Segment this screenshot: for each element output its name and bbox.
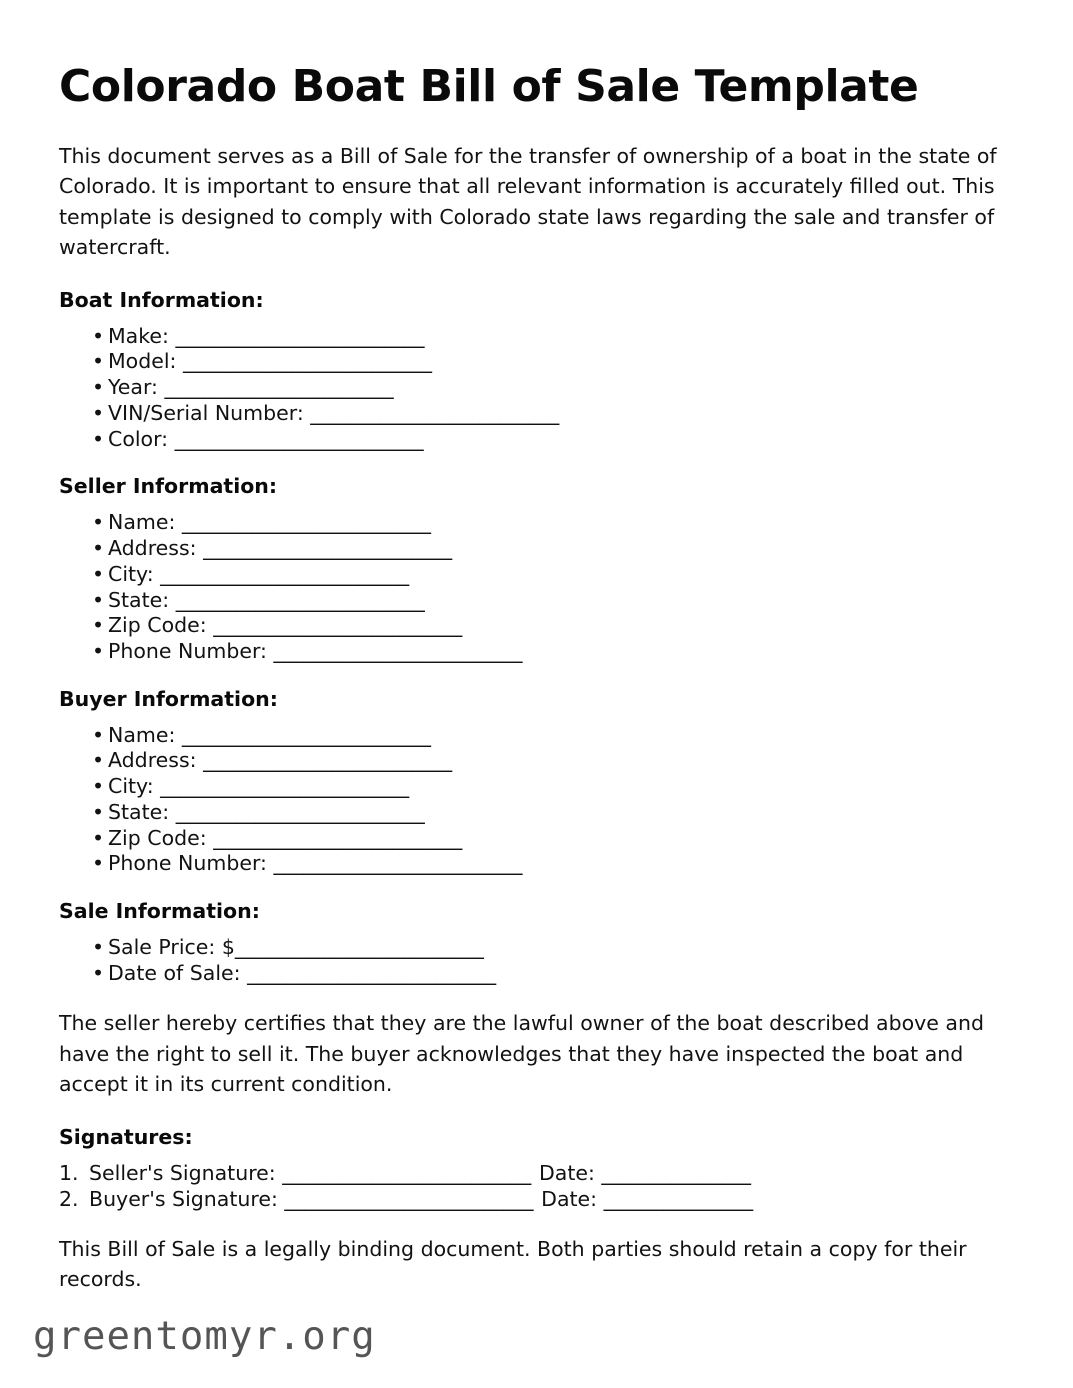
list-item bbox=[59, 375, 1013, 401]
table-row bbox=[59, 1187, 1013, 1213]
spacer bbox=[59, 923, 1013, 935]
page-title: Colorado Boat Bill of Sale Template bbox=[59, 61, 919, 112]
field-label: Sale Price: $ bbox=[108, 934, 235, 959]
date-blank[interactable]: _______________ bbox=[603, 1186, 753, 1211]
field-label: VIN/Serial Number: bbox=[108, 400, 311, 425]
spacer bbox=[59, 986, 1013, 1008]
site-watermark: greentomyr.org bbox=[33, 1314, 376, 1359]
list-item bbox=[59, 613, 1013, 639]
field-label: City: bbox=[108, 774, 161, 799]
list-item bbox=[59, 774, 1013, 800]
field-label: Zip Code: bbox=[108, 613, 214, 638]
signature-blank[interactable]: _________________________ bbox=[284, 1186, 534, 1211]
signature-blank[interactable]: _________________________ bbox=[282, 1160, 531, 1185]
field-label: Zip Code: bbox=[108, 825, 214, 850]
date-label: Date: bbox=[541, 1186, 604, 1211]
field-blank[interactable]: _________________________ bbox=[213, 825, 462, 850]
section-heading-boat: Boat Information: bbox=[59, 287, 264, 312]
field-blank[interactable]: _________________________ bbox=[310, 400, 560, 425]
field-label: State: bbox=[108, 799, 176, 824]
list-number: 2. bbox=[59, 1186, 79, 1211]
field-blank[interactable]: _________________________ bbox=[174, 426, 424, 451]
field-label: Address: bbox=[108, 748, 204, 773]
seller-information-list bbox=[59, 510, 1013, 664]
field-blank[interactable]: _________________________ bbox=[160, 774, 409, 799]
section-heading-seller: Seller Information: bbox=[59, 474, 278, 499]
list-item bbox=[59, 826, 1013, 852]
boat-information-list bbox=[59, 324, 1013, 453]
list-item bbox=[59, 723, 1013, 749]
intro-paragraph: This document serves as a Bill of Sale for the transfer of ownership of a boat in the state of Colorado. It is important to ensure that all relevant information is accurately filled out. This template is designed to comply with Colorado state laws regarding the sale and transfer of watercraft. bbox=[59, 144, 997, 259]
field-blank[interactable]: _________________________ bbox=[203, 748, 452, 773]
field-blank[interactable]: _________________________ bbox=[234, 934, 484, 959]
field-label: Color: bbox=[108, 426, 175, 451]
field-label: Address: bbox=[108, 536, 204, 561]
spacer bbox=[59, 498, 1013, 510]
buyer-information-list bbox=[59, 723, 1013, 877]
field-label: Name: bbox=[108, 510, 182, 535]
section-heading-sale: Sale Information: bbox=[59, 898, 260, 923]
field-label: Date of Sale: bbox=[108, 960, 248, 985]
field-label: State: bbox=[108, 587, 176, 612]
field-label: Phone Number: bbox=[108, 851, 274, 876]
sale-information-list bbox=[59, 935, 1013, 986]
list-item bbox=[59, 401, 1013, 427]
spacer bbox=[59, 1099, 1013, 1125]
list-item bbox=[59, 536, 1013, 562]
section-heading-signatures: Signatures: bbox=[59, 1124, 193, 1149]
field-blank[interactable]: _________________________ bbox=[181, 722, 431, 747]
field-blank[interactable]: _________________________ bbox=[181, 510, 431, 535]
list-item bbox=[59, 961, 1013, 987]
list-item bbox=[59, 324, 1013, 350]
signature-label: Buyer's Signature: bbox=[89, 1186, 285, 1211]
signatures-list bbox=[59, 1161, 1013, 1212]
list-item bbox=[59, 800, 1013, 826]
spacer bbox=[59, 312, 1013, 324]
signature-label: Seller's Signature: bbox=[89, 1160, 283, 1185]
list-item bbox=[59, 349, 1013, 375]
spacer bbox=[59, 262, 1013, 288]
list-item bbox=[59, 935, 1013, 961]
certification-paragraph: The seller hereby certifies that they are the lawful owner of the boat described above and have the right to sell it. The buyer acknowledges that they have inspected the boat and accept it in its current condition. bbox=[59, 1011, 984, 1096]
field-label: City: bbox=[108, 561, 161, 586]
spacer bbox=[59, 1212, 1013, 1234]
list-item bbox=[59, 510, 1013, 536]
list-item bbox=[59, 562, 1013, 588]
field-blank[interactable]: _______________________ bbox=[164, 375, 394, 400]
list-item bbox=[59, 851, 1013, 877]
field-blank[interactable]: _________________________ bbox=[175, 323, 425, 348]
table-row bbox=[59, 1161, 1013, 1187]
field-label: Year: bbox=[108, 375, 165, 400]
field-label: Make: bbox=[108, 323, 176, 348]
field-label: Model: bbox=[108, 349, 183, 374]
date-label: Date: bbox=[538, 1160, 602, 1185]
spacer bbox=[59, 711, 1013, 723]
field-blank[interactable]: _________________________ bbox=[160, 561, 409, 586]
field-blank[interactable]: _________________________ bbox=[175, 587, 425, 612]
field-label: Phone Number: bbox=[108, 638, 274, 663]
list-item bbox=[59, 639, 1013, 665]
field-label: Name: bbox=[108, 722, 182, 747]
field-blank[interactable]: _________________________ bbox=[273, 638, 523, 663]
list-number: 1. bbox=[59, 1160, 79, 1185]
spacer bbox=[59, 1149, 1013, 1161]
spacer bbox=[59, 877, 1013, 899]
list-item bbox=[59, 427, 1013, 453]
spacer bbox=[59, 452, 1013, 474]
list-item bbox=[59, 588, 1013, 614]
section-heading-buyer: Buyer Information: bbox=[59, 686, 278, 711]
field-blank[interactable]: _________________________ bbox=[203, 536, 452, 561]
closing-paragraph: This Bill of Sale is a legally binding document. Both parties should retain a copy for their records. bbox=[59, 1237, 967, 1292]
date-blank[interactable]: _______________ bbox=[601, 1160, 751, 1185]
list-item bbox=[59, 748, 1013, 774]
field-blank[interactable]: _________________________ bbox=[182, 349, 432, 374]
field-blank[interactable]: _________________________ bbox=[273, 851, 523, 876]
field-blank[interactable]: _________________________ bbox=[247, 960, 496, 985]
field-blank[interactable]: _________________________ bbox=[175, 799, 425, 824]
spacer bbox=[59, 665, 1013, 687]
field-blank[interactable]: _________________________ bbox=[213, 613, 462, 638]
